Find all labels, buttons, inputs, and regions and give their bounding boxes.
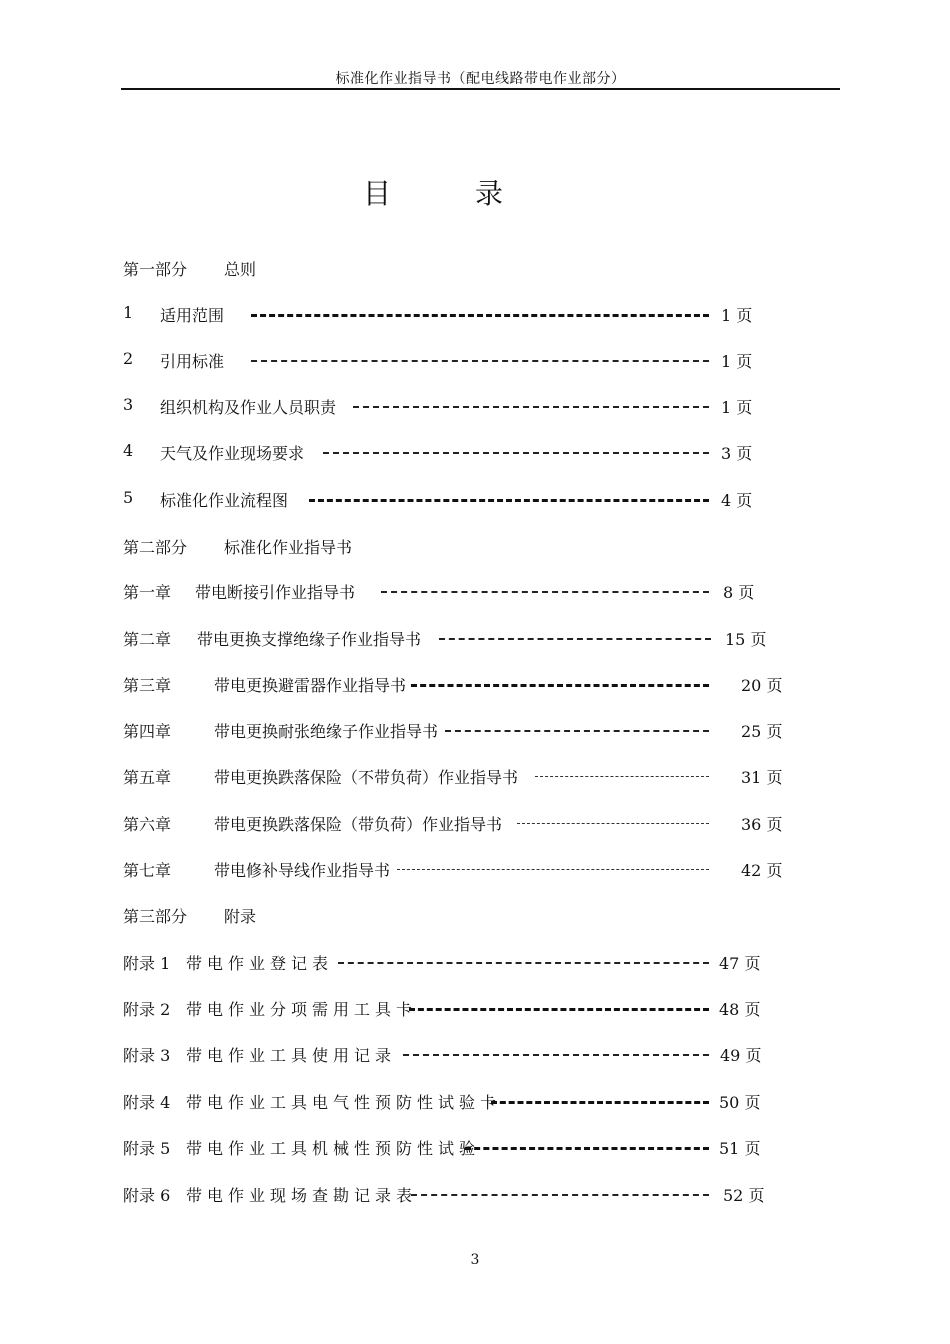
part3-name: 附录 [224, 907, 257, 926]
toc-row[interactable] [123, 673, 803, 697]
dot-leader [251, 314, 709, 317]
part3-heading [123, 904, 423, 928]
toc-text: 带电作业工具电气性预防性试验卡 [186, 1093, 502, 1112]
toc-text: 天气及作业现场要求 [160, 444, 305, 463]
toc-text: 带电更换耐张绝缘子作业指导书 [214, 722, 439, 741]
dot-leader [439, 638, 711, 640]
part2-name: 标准化作业指导书 [224, 538, 353, 557]
dot-leader [403, 1054, 709, 1056]
dot-leader [411, 1194, 709, 1196]
toc-row[interactable] [123, 1183, 783, 1207]
toc-row[interactable] [123, 765, 803, 789]
toc-text: 带电修补导线作业指导书 [214, 861, 391, 880]
toc-text: 引用标准 [160, 352, 225, 371]
part2-heading [123, 535, 523, 559]
toc-page: 31 页 [741, 768, 783, 787]
toc-page: 50 页 [719, 1093, 761, 1112]
part2-label: 第二部分 [123, 538, 188, 557]
toc-row[interactable] [123, 488, 763, 512]
dot-leader [409, 1008, 709, 1011]
toc-page: 1 页 [721, 306, 753, 325]
toc-num: 附录 6 [123, 1186, 171, 1205]
toc-title-right: 录 [475, 177, 588, 210]
toc-num: 第三章 [123, 676, 172, 695]
dot-leader [411, 684, 709, 687]
toc-title-left: 目 [362, 177, 475, 210]
toc-text: 标准化作业流程图 [160, 491, 289, 510]
toc-row[interactable] [123, 1090, 783, 1114]
toc-page: 8 页 [723, 583, 755, 602]
toc-num: 附录 4 [123, 1093, 171, 1112]
toc-row[interactable] [123, 1043, 783, 1067]
toc-text: 带电更换支撑绝缘子作业指导书 [197, 630, 422, 649]
toc-row[interactable] [123, 812, 803, 836]
dot-leader [338, 962, 709, 964]
part1-heading [123, 257, 423, 281]
toc-num: 附录 3 [123, 1046, 171, 1065]
toc-text: 带电更换跌落保险（带负荷）作业指导书 [214, 815, 503, 834]
toc-row[interactable] [123, 395, 763, 419]
header-rule [121, 88, 840, 90]
dot-leader [323, 452, 709, 454]
toc-page: 1 页 [721, 352, 753, 371]
part1-name: 总则 [224, 260, 257, 279]
toc-num: 3 [123, 395, 134, 414]
toc-text: 带电作业分项需用工具卡 [186, 1000, 418, 1019]
dot-leader [251, 360, 709, 362]
dot-leader [465, 1147, 709, 1150]
dot-leader [381, 591, 709, 593]
toc-row[interactable] [123, 997, 783, 1021]
dot-leader [491, 1101, 709, 1104]
toc-page: 36 页 [741, 815, 783, 834]
toc-num: 4 [123, 441, 134, 460]
toc-page: 48 页 [719, 1000, 761, 1019]
toc-row[interactable] [123, 627, 783, 651]
toc-page: 15 页 [725, 630, 767, 649]
toc-text: 带电作业工具机械性预防性试验 [186, 1139, 481, 1158]
toc-page: 4 页 [721, 491, 753, 510]
toc-text: 带电更换跌落保险（不带负荷）作业指导书 [214, 768, 519, 787]
dot-leader [353, 406, 709, 408]
toc-page: 49 页 [720, 1046, 762, 1065]
dot-leader [397, 869, 709, 870]
page-number: 3 [470, 1252, 480, 1268]
toc-text: 带电作业登记表 [186, 954, 334, 973]
toc-num: 第五章 [123, 768, 172, 787]
toc-row[interactable] [123, 719, 803, 743]
toc-page: 25 页 [741, 722, 783, 741]
toc-text: 带电作业现场查勘记录表 [186, 1186, 418, 1205]
toc-text: 带电断接引作业指导书 [195, 583, 356, 602]
dot-leader [309, 499, 709, 502]
toc-page: 52 页 [723, 1186, 765, 1205]
toc-page: 42 页 [741, 861, 783, 880]
toc-row[interactable] [123, 441, 763, 465]
toc-title [0, 172, 950, 212]
toc-num: 第六章 [123, 815, 172, 834]
toc-text: 带电更换避雷器作业指导书 [214, 676, 407, 695]
toc-row[interactable] [123, 1136, 783, 1160]
toc-row[interactable] [123, 951, 783, 975]
toc-page: 1 页 [721, 398, 753, 417]
toc-page: 20 页 [741, 676, 783, 695]
toc-num: 第二章 [123, 630, 172, 649]
toc-num: 第四章 [123, 722, 172, 741]
toc-text: 组织机构及作业人员职责 [160, 398, 337, 417]
part1-label: 第一部分 [123, 260, 188, 279]
toc-num: 2 [123, 349, 134, 368]
toc-row[interactable] [123, 303, 763, 327]
dot-leader [445, 730, 709, 732]
part3-label: 第三部分 [123, 907, 188, 926]
toc-row[interactable] [123, 580, 783, 604]
toc-num: 第七章 [123, 861, 172, 880]
toc-text: 适用范围 [160, 306, 225, 325]
toc-num: 1 [123, 303, 134, 322]
toc-page: 51 页 [719, 1139, 761, 1158]
toc-page: 3 页 [721, 444, 753, 463]
running-header: 标准化作业指导书（配电线路带电作业部分） [335, 71, 626, 87]
dot-leader [535, 776, 709, 777]
toc-num: 附录 2 [123, 1000, 171, 1019]
toc-row[interactable] [123, 349, 763, 373]
toc-page: 47 页 [719, 954, 761, 973]
toc-num: 附录 1 [123, 954, 171, 973]
toc-text: 带电作业工具使用记录 [186, 1046, 397, 1065]
toc-num: 第一章 [123, 583, 172, 602]
dot-leader [517, 823, 709, 824]
toc-num: 5 [123, 488, 134, 507]
toc-num: 附录 5 [123, 1139, 171, 1158]
toc-row[interactable] [123, 858, 803, 882]
